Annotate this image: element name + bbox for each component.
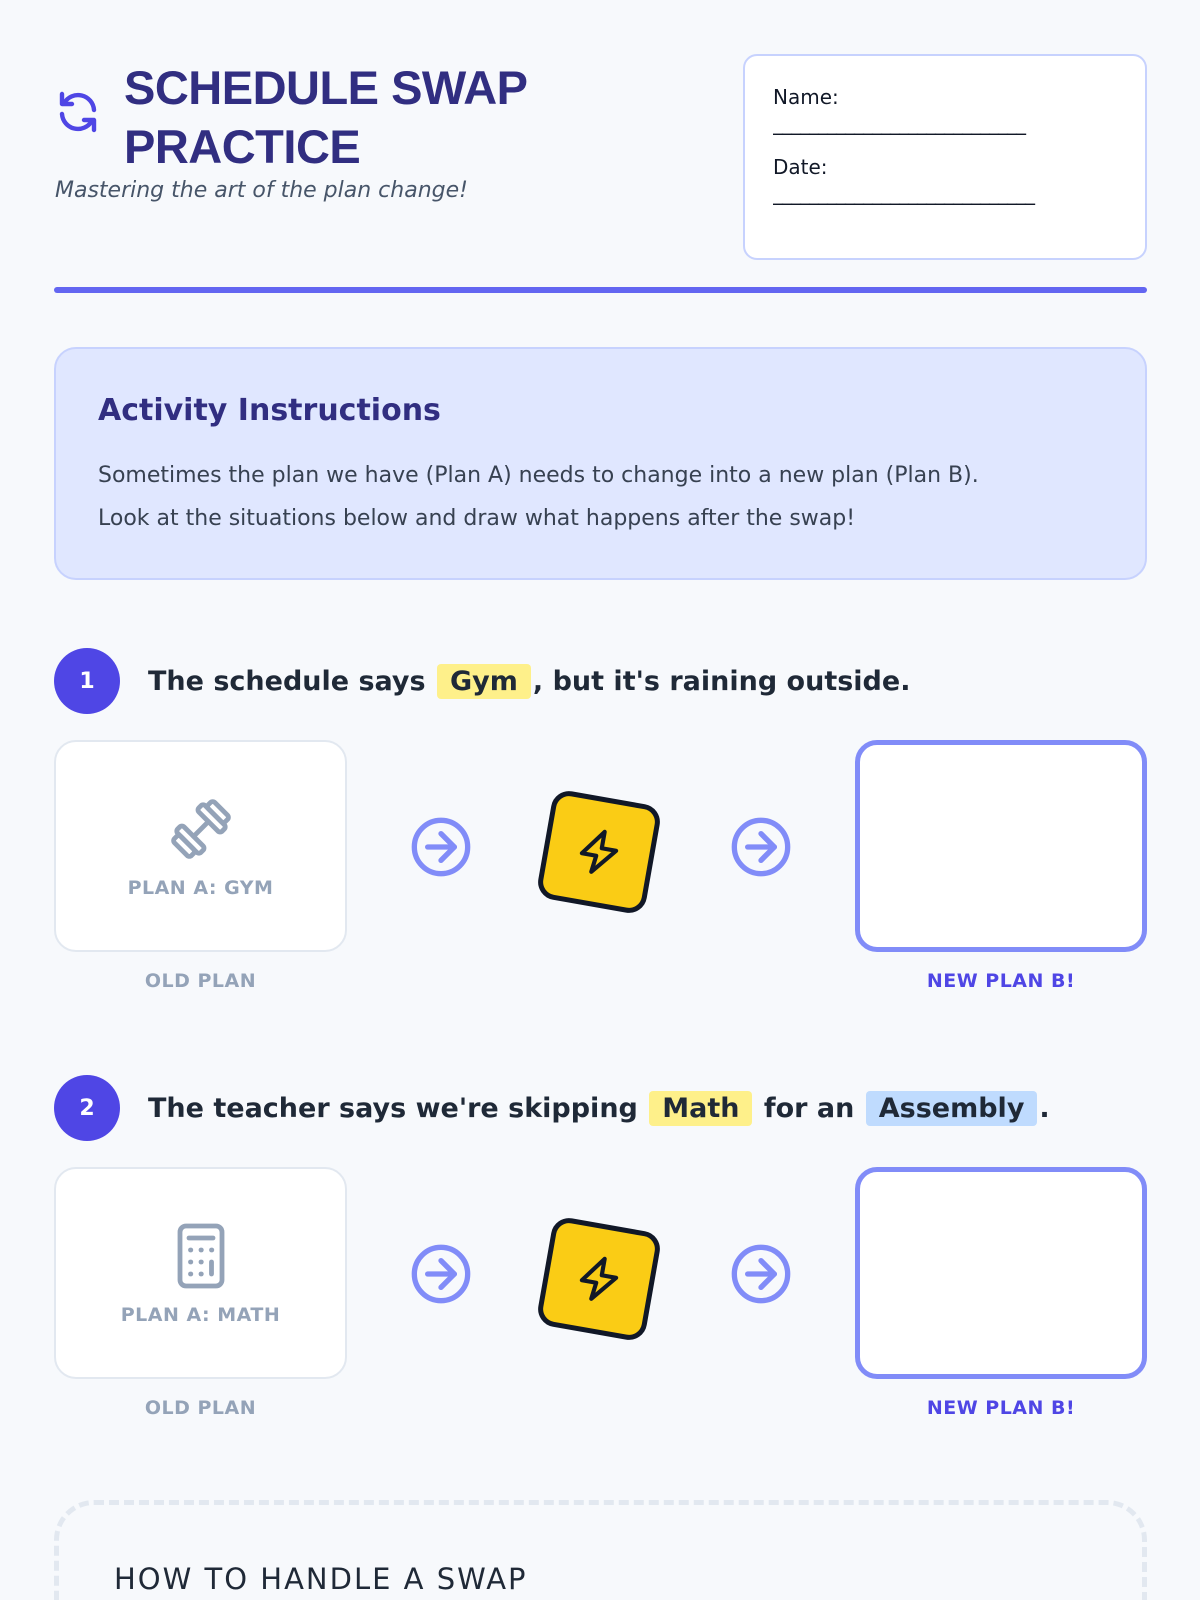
tips-heading: HOW TO HANDLE A SWAP xyxy=(114,1562,528,1596)
swap-lightning-badge xyxy=(535,788,662,915)
new-plan-caption: NEW PLAN B! xyxy=(926,970,1076,992)
prompt-text: . xyxy=(1039,1092,1050,1124)
old-plan-caption: OLD PLAN xyxy=(144,970,257,992)
swap-lightning-badge xyxy=(535,1215,662,1342)
old-plan-caption: OLD PLAN xyxy=(144,1397,257,1419)
calculator-icon xyxy=(165,1220,237,1292)
scenario-number: 1 xyxy=(54,648,120,714)
name-date-box xyxy=(743,54,1147,260)
arrow-right-icon xyxy=(729,815,793,879)
page-title: SCHEDULE SWAP PRACTICE xyxy=(124,61,527,173)
old-plan-label: PLAN A: GYM xyxy=(127,877,274,899)
scenario-number: 2 xyxy=(54,1075,120,1141)
instructions-line-1: Sometimes the plan we have (Plan A) needs to change into a new plan (Plan B). xyxy=(98,463,979,488)
arrow-right-icon xyxy=(409,1242,473,1306)
prompt-text: The schedule says xyxy=(148,665,436,697)
lightning-icon xyxy=(570,1250,628,1308)
dumbbell-icon xyxy=(165,793,237,865)
scenario-prompt xyxy=(148,1091,1050,1126)
arrow-right-icon xyxy=(729,1242,793,1306)
scenario-2 xyxy=(54,1075,1147,1435)
instructions-heading: Activity Instructions xyxy=(98,393,441,428)
lightning-icon xyxy=(570,823,628,881)
new-plan-drawing-box[interactable] xyxy=(855,1167,1147,1379)
page-subtitle: Mastering the art of the plan change! xyxy=(55,178,468,203)
new-plan-drawing-box[interactable] xyxy=(855,740,1147,952)
scenario-1 xyxy=(54,648,1147,1008)
prompt-text: for an xyxy=(754,1092,864,1124)
old-plan-label: PLAN A: MATH xyxy=(120,1304,281,1326)
swap-tips-panel xyxy=(54,1500,1147,1600)
highlight-old-activity: Math xyxy=(649,1091,752,1126)
instructions-panel xyxy=(54,347,1147,580)
old-plan-card xyxy=(54,740,347,952)
scenario-header xyxy=(54,1075,1050,1141)
refresh-icon xyxy=(54,88,102,136)
scenario-prompt xyxy=(148,664,910,699)
new-plan-caption: NEW PLAN B! xyxy=(926,1397,1076,1419)
date-field[interactable]: _____________________________ xyxy=(773,181,1034,205)
prompt-text: , but it's raining outside. xyxy=(532,665,911,697)
name-field[interactable]: ____________________________ xyxy=(773,111,1025,135)
arrow-right-icon xyxy=(409,815,473,879)
old-plan-card xyxy=(54,1167,347,1379)
date-label: Date: xyxy=(773,155,828,179)
name-label: Name: xyxy=(773,85,839,109)
highlight-new-activity: Assembly xyxy=(866,1091,1038,1126)
instructions-line-2: Look at the situations below and draw what happens after the swap! xyxy=(98,506,856,531)
prompt-text: The teacher says we're skipping xyxy=(148,1092,648,1124)
scenario-header xyxy=(54,648,910,714)
highlight-old-activity: Gym xyxy=(437,664,531,699)
header-divider xyxy=(54,287,1147,293)
